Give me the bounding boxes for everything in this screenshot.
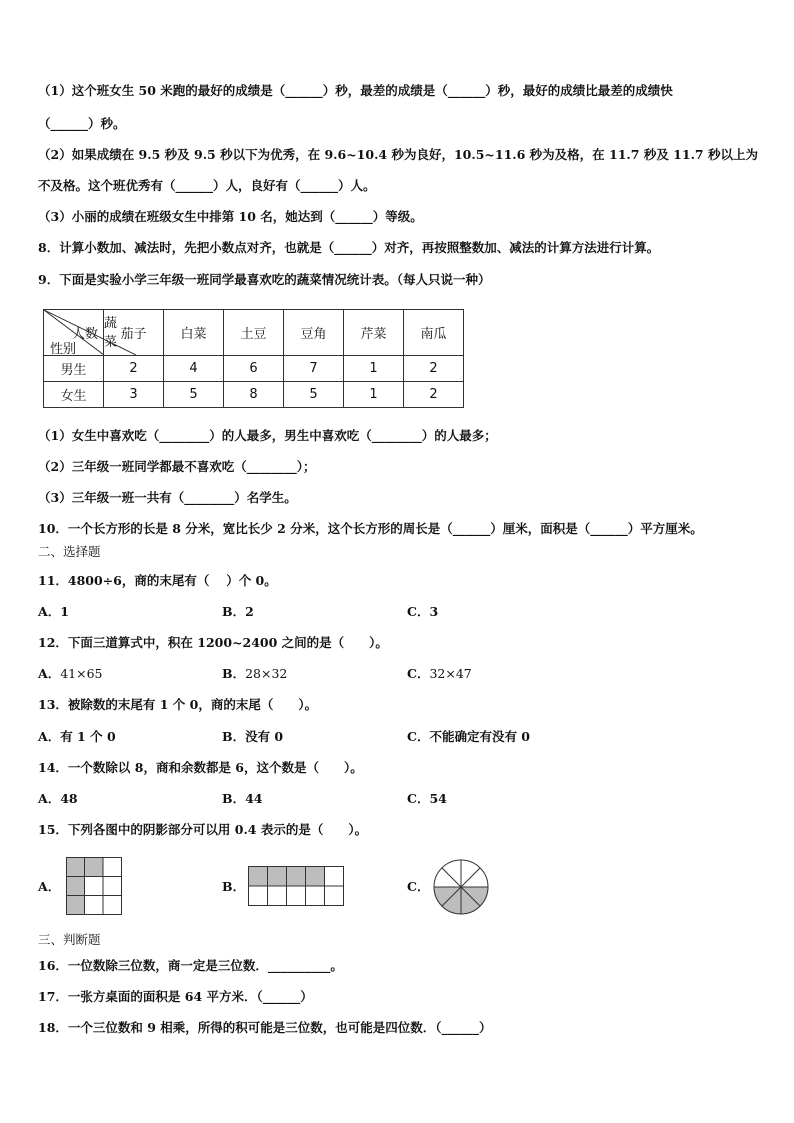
q7-part2-line1: （2）如果成绩在 9.5 秒及 9.5 秒以下为优秀，在 9.6~10.4 秒为良好，10.5~11.6 秒为及格，在 11.7 秒及 11.7 秒以上为 (38, 147, 758, 162)
table-cell: 6 (224, 356, 284, 382)
q13-option-b: B．没有 0 (222, 729, 284, 744)
q7-part2-line2: 不及格。这个班优秀有（______）人，良好有（______）人。 (38, 178, 376, 193)
q12-c-expr: 32×47 (429, 666, 472, 681)
table-cell: 4 (164, 356, 224, 382)
q12-a-expr: 41×65 (60, 666, 103, 681)
q14-option-a: A．48 (38, 791, 78, 806)
section-judge-heading: 三、判断题 (38, 932, 101, 947)
q15-figure-b-strip (248, 866, 344, 906)
q11-option-a: A．1 (38, 604, 69, 619)
q15-stem: 15．下列各图中的阴影部分可以用 0.4 表示的是（ ）。 (38, 822, 368, 837)
q15-option-a: A． (38, 879, 61, 894)
q12-b-expr: 28×32 (245, 666, 288, 681)
q8: 8．计算小数加、减法时，先把小数点对齐，也就是（______）对齐，再按照整数加、减法的计算方法进行计算。 (38, 240, 660, 255)
q18: 18．一个三位数和 9 相乘，所得的积可能是三位数，也可能是四位数．（______） (38, 1020, 492, 1035)
shaded-cell (67, 877, 85, 896)
table-cell: 5 (284, 382, 344, 408)
section-choice-heading: 二、选择题 (38, 544, 101, 559)
q7-part1-line1: （1）这个班女生 50 米跑的最好的成绩是（______）秒，最差的成绩是（______）秒，最好的成绩比最差的成绩快 (38, 83, 673, 98)
table-row (44, 382, 464, 408)
q15-figure-a-grid (66, 857, 122, 915)
q9-part3: （3）三年级一班一共有（________）名学生。 (38, 490, 297, 505)
table-cell: 5 (164, 382, 224, 408)
q14-option-c: C．54 (407, 791, 447, 806)
row-label: 女生 (44, 382, 104, 408)
table-header: 豆角 (284, 310, 344, 356)
q7-part3: （3）小丽的成绩在班级女生中排第 10 名，她达到（______）等级。 (38, 209, 423, 224)
q15-figure-c-circle (432, 858, 490, 916)
q12-c-label: C． (407, 666, 430, 681)
q15-option-c: C． (407, 879, 430, 894)
q14-option-b: B．44 (222, 791, 263, 806)
q13-option-c: C．不能确定有没有 0 (407, 729, 530, 744)
table-header: 土豆 (224, 310, 284, 356)
table-cell: 2 (404, 382, 464, 408)
q12-option-b (222, 666, 287, 682)
table-cell: 1 (344, 356, 404, 382)
table-row (44, 356, 464, 382)
diagonal-header-cell (44, 310, 118, 357)
q13-option-a: A．有 1 个 0 (38, 729, 116, 744)
table-cell: 2 (104, 356, 164, 382)
q15-option-b: B． (222, 879, 246, 894)
q11-option-b: B．2 (222, 604, 254, 619)
q13-stem: 13．被除数的末尾有 1 个 0，商的末尾（ ）。 (38, 697, 318, 712)
q12-a-label: A． (38, 666, 61, 681)
diag-label-vegetable: 蔬菜 (104, 316, 118, 350)
vegetable-stats-table (43, 309, 464, 408)
table-header: 茄子 (104, 310, 164, 356)
q14-stem: 14．一个数除以 8，商和余数都是 6，这个数是（ ）。 (38, 760, 363, 775)
q12-stem: 12．下面三道算式中，积在 1200~2400 之间的是（ ）。 (38, 635, 388, 650)
table-cell: 8 (224, 382, 284, 408)
table-cell: 7 (284, 356, 344, 382)
shaded-cell (85, 858, 103, 877)
q16: 16．一位数除三位数，商一定是三位数．__________。 (38, 958, 343, 973)
table-cell: 3 (104, 382, 164, 408)
table-header: 芹菜 (344, 310, 404, 356)
q11-stem: 11．4800÷6，商的末尾有（ ）个 0。 (38, 573, 277, 588)
table-cell: 1 (344, 382, 404, 408)
shaded-cell (67, 896, 85, 915)
row-label: 男生 (44, 356, 104, 382)
table-cell: 2 (404, 356, 464, 382)
q9-part2: （2）三年级一班同学都最不喜欢吃（________）； (38, 459, 316, 474)
table-header: 南瓜 (404, 310, 464, 356)
q10: 10．一个长方形的长是 8 分米，宽比长少 2 分米，这个长方形的周长是（______）厘米，面积是（______）平方厘米。 (38, 521, 703, 536)
q12-option-c (407, 666, 472, 682)
q12-b-label: B． (222, 666, 246, 681)
diag-label-count: 人数 (72, 327, 99, 342)
q9-stem: 9．下面是实验小学三年级一班同学最喜欢吃的蔬菜情况统计表。（每人只说一种） (38, 272, 491, 287)
diag-label-gender: 性别 (50, 342, 77, 357)
q7-part1-line2: （______）秒。 (38, 116, 126, 131)
q17: 17．一张方桌面的面积是 64 平方米．（______） (38, 989, 313, 1004)
table-header: 白菜 (164, 310, 224, 356)
q11-option-c: C．3 (407, 604, 439, 619)
q9-part1: （1）女生中喜欢吃（________）的人最多，男生中喜欢吃（________）的人最多； (38, 428, 497, 443)
table-header-row (44, 310, 464, 356)
shaded-cell (67, 858, 85, 877)
q12-option-a (38, 666, 103, 682)
